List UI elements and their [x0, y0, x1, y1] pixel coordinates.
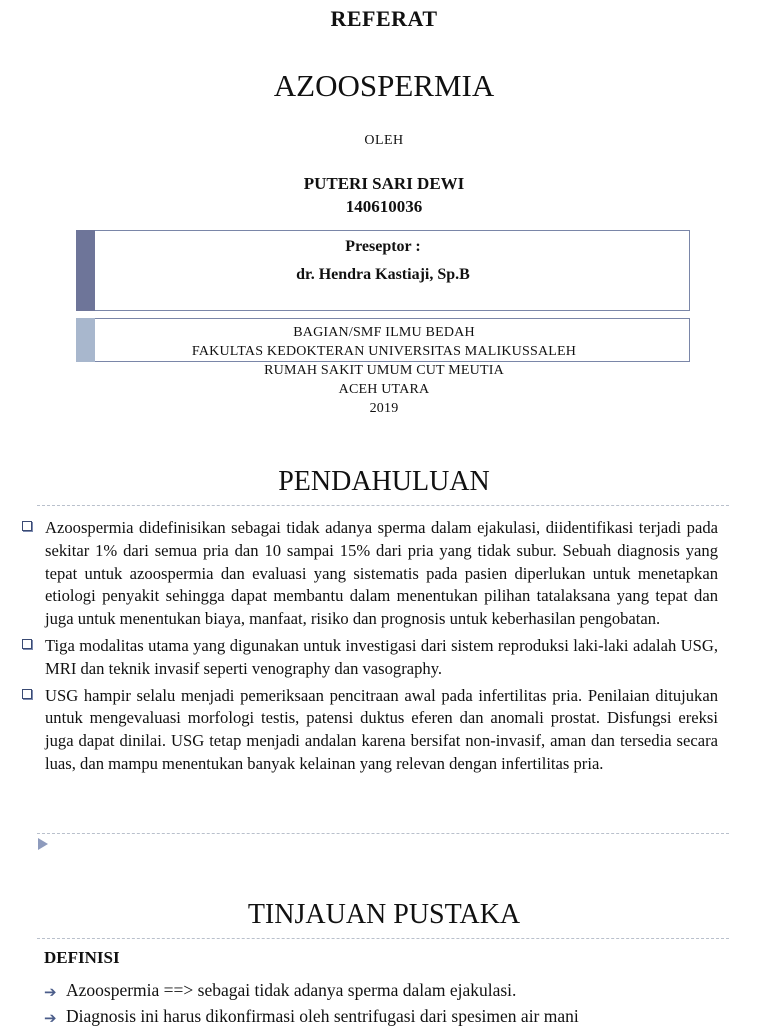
institution-line: FAKULTAS KEDOKTERAN UNIVERSITAS MALIKUSSALEH	[191, 344, 577, 359]
by-label: OLEH	[364, 133, 404, 148]
definition-text: Diagnosis ini harus dikonfirmasi oleh sentrifugasi dari spesimen air mani	[66, 1006, 579, 1026]
definition-text: Azoospermia ==> sebagai tidak adanya sperma dalam ejakulasi.	[66, 980, 517, 1000]
arrow-right-icon: ➔	[44, 983, 57, 1001]
institution-block	[0, 323, 768, 418]
bullet-text: Azoospermia didefinisikan sebagai tidak adanya sperma dalam ejakulasi, diidentifikasi terjadi pada sekitar 1% dari semua pria dan 10 sampai 15% dari pria yang tidak subur. Sebuah diagnosis yang tepat untuk azoospermia dan evaluasi yang sistematis pada pasien diperlukan untuk menetapkan etiologi penyakit sehingga dapat membantu dalam menentukan pilihan tatalaksana yang tepat dan juga untuk menentukan biaya, manfaat, risiko dan prognosis untuk keberhasilan pengobatan.	[45, 518, 718, 629]
preceptor-box	[76, 230, 690, 311]
definisi-list	[44, 978, 724, 1030]
subheading-definisi: DEFINISI	[44, 948, 120, 967]
section-divider	[37, 938, 729, 939]
square-bullet-icon	[22, 689, 32, 699]
author-id: 140610036	[345, 197, 423, 216]
section-title-pendahuluan: PENDAHULUAN	[278, 466, 490, 497]
list-item	[22, 635, 718, 681]
square-bullet-icon	[22, 639, 32, 649]
square-bullet-icon	[22, 521, 32, 531]
section-title-tinjauan: TINJAUAN PUSTAKA	[247, 899, 521, 930]
institution-line: ACEH UTARA	[338, 382, 430, 397]
triangle-bullet-icon	[38, 838, 48, 850]
list-item	[44, 1004, 724, 1028]
section-divider	[37, 833, 729, 834]
section-divider	[37, 505, 729, 506]
pendahuluan-bullet-list	[22, 517, 718, 780]
arrow-right-icon: ➔	[44, 1009, 57, 1027]
author-block	[0, 172, 768, 218]
bullet-text: USG hampir selalu menjadi pemeriksaan pencitraan awal pada infertilitas pria. Penilaian ditujukan untuk mengevaluasi morfologi testis, patensi duktus eferen dan anomali prostat. Disfungsi ereksi juga dapat dinilai. USG tetap menjadi andalan karena bersifat non-invasif, aman dan tersedia secara luas, dan mampu menentukan banyak kelainan yang relevan dengan infertilitas pria.	[45, 685, 718, 773]
author-name: PUTERI SARI DEWI	[303, 174, 465, 193]
preceptor-name: dr. Hendra Kastiaji, Sp.B	[296, 266, 470, 283]
institution-year: 2019	[369, 401, 399, 416]
institution-line: RUMAH SAKIT UMUM CUT MEUTIA	[264, 363, 504, 378]
bullet-text: Tiga modalitas utama yang digunakan untuk investigasi dari sistem reproduksi laki-laki adalah USG, MRI dan teknik invasif seperti venography dan vasography.	[45, 635, 718, 678]
list-item	[22, 517, 718, 631]
list-item	[22, 685, 718, 776]
preceptor-label: Preseptor :	[345, 238, 421, 255]
document-title: REFERAT	[330, 6, 438, 31]
document-topic: AZOOSPERMIA	[273, 68, 495, 103]
list-item	[44, 978, 724, 1002]
institution-line: BAGIAN/SMF ILMU BEDAH	[293, 325, 475, 340]
